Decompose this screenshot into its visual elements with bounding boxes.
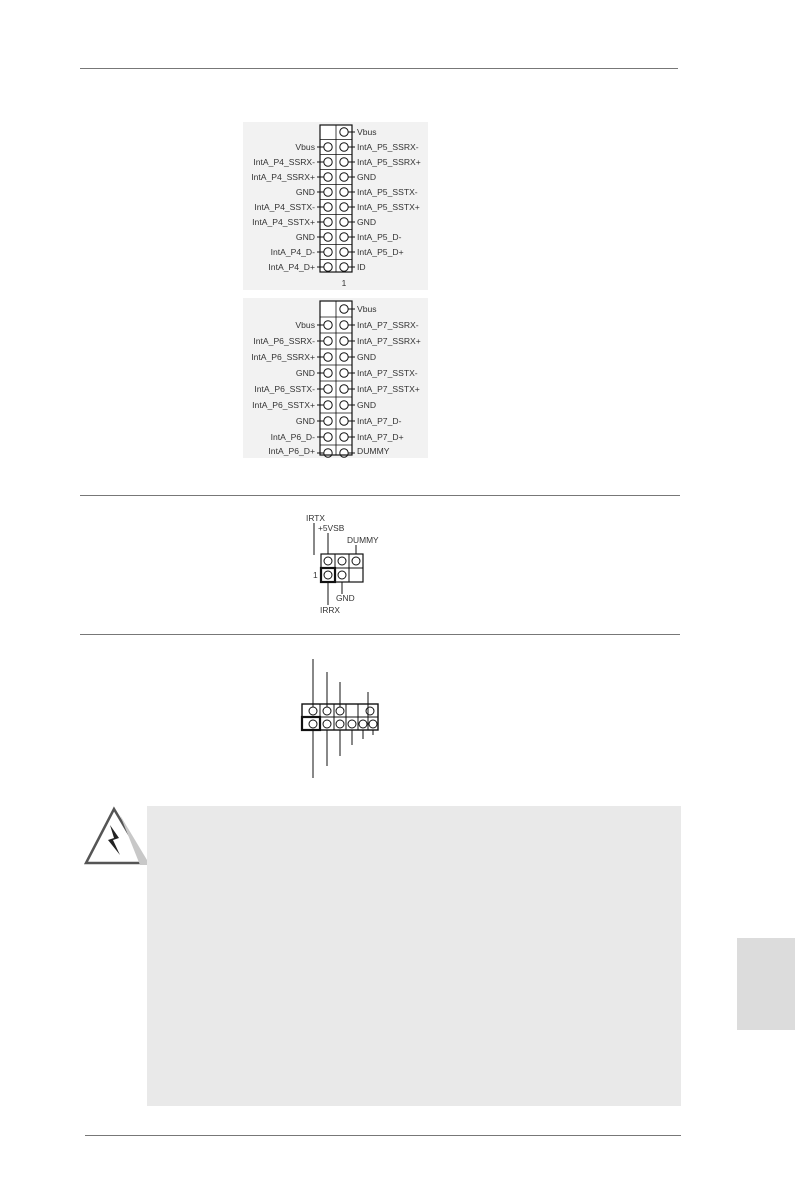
ir-header-svg <box>300 510 400 625</box>
l-label: GND <box>295 368 315 378</box>
l-label: IntA_P6_SSTX- <box>254 384 315 394</box>
r-label: GND <box>357 400 377 410</box>
section-divider-1 <box>80 495 680 496</box>
vsb-label: +5VSB <box>318 523 345 533</box>
r-label: ID <box>357 262 366 272</box>
usb3-header-2-svg <box>243 298 428 458</box>
irrx-label: IRRX <box>320 605 341 615</box>
l-label: IntA_P6_SSRX+ <box>251 352 315 362</box>
r-label: IntA_P7_D- <box>357 416 402 426</box>
r-label: IntA_P5_SSTX+ <box>357 202 420 212</box>
l-label: IntA_P6_D- <box>270 432 315 442</box>
r-label: IntA_P7_SSRX+ <box>357 336 421 346</box>
front-panel-header-diagram <box>298 655 388 785</box>
l-label: IntA_P6_SSTX+ <box>252 400 315 410</box>
pin1-label: 1 <box>313 570 318 580</box>
language-side-tab <box>737 938 795 1030</box>
l-label: IntA_P6_D+ <box>268 446 315 456</box>
section-divider-2 <box>80 634 680 635</box>
bottom-rule <box>85 1135 681 1136</box>
usb3-header-1-diagram <box>243 122 428 290</box>
l-label: Vbus <box>295 320 315 330</box>
r-label: DUMMY <box>357 446 390 456</box>
r-label: IntA_P5_SSRX+ <box>357 157 421 167</box>
usb3-header-2-diagram <box>243 298 428 458</box>
l-label: IntA_P4_D- <box>270 247 315 257</box>
r-label: Vbus <box>357 127 377 137</box>
r-label: GND <box>357 352 377 362</box>
l-label: IntA_P4_D+ <box>268 262 315 272</box>
r-label: GND <box>357 172 377 182</box>
l-label: IntA_P4_SSTX+ <box>252 217 315 227</box>
l-label: Vbus <box>295 142 315 152</box>
l-label: IntA_P4_SSRX- <box>253 157 315 167</box>
top-rule <box>80 68 678 69</box>
irtx-label: IRTX <box>306 513 325 523</box>
r-label: IntA_P7_SSTX+ <box>357 384 420 394</box>
l-label: IntA_P4_SSTX- <box>254 202 315 212</box>
gnd-label: GND <box>336 593 355 603</box>
r-label: Vbus <box>357 304 377 314</box>
dummy-label: DUMMY <box>347 535 379 545</box>
r-label: IntA_P5_D+ <box>357 247 404 257</box>
warning-icon <box>80 805 150 872</box>
r-label: IntA_P7_D+ <box>357 432 404 442</box>
note-box <box>147 806 681 1106</box>
l-label: IntA_P6_SSRX- <box>253 336 315 346</box>
r-label: IntA_P5_SSTX- <box>357 187 418 197</box>
r-label: IntA_P7_SSRX- <box>357 320 419 330</box>
front-panel-header-svg <box>298 655 388 785</box>
r-label: IntA_P5_D- <box>357 232 402 242</box>
usb3-header-1-svg <box>243 122 428 290</box>
r-label: GND <box>357 217 377 227</box>
pin1-label: 1 <box>341 278 347 288</box>
l-label: IntA_P4_SSRX+ <box>251 172 315 182</box>
l-label: GND <box>295 232 315 242</box>
l-label: GND <box>295 187 315 197</box>
r-label: IntA_P5_SSRX- <box>357 142 419 152</box>
l-label: GND <box>295 416 315 426</box>
ir-header-diagram <box>300 510 400 625</box>
r-label: IntA_P7_SSTX- <box>357 368 418 378</box>
